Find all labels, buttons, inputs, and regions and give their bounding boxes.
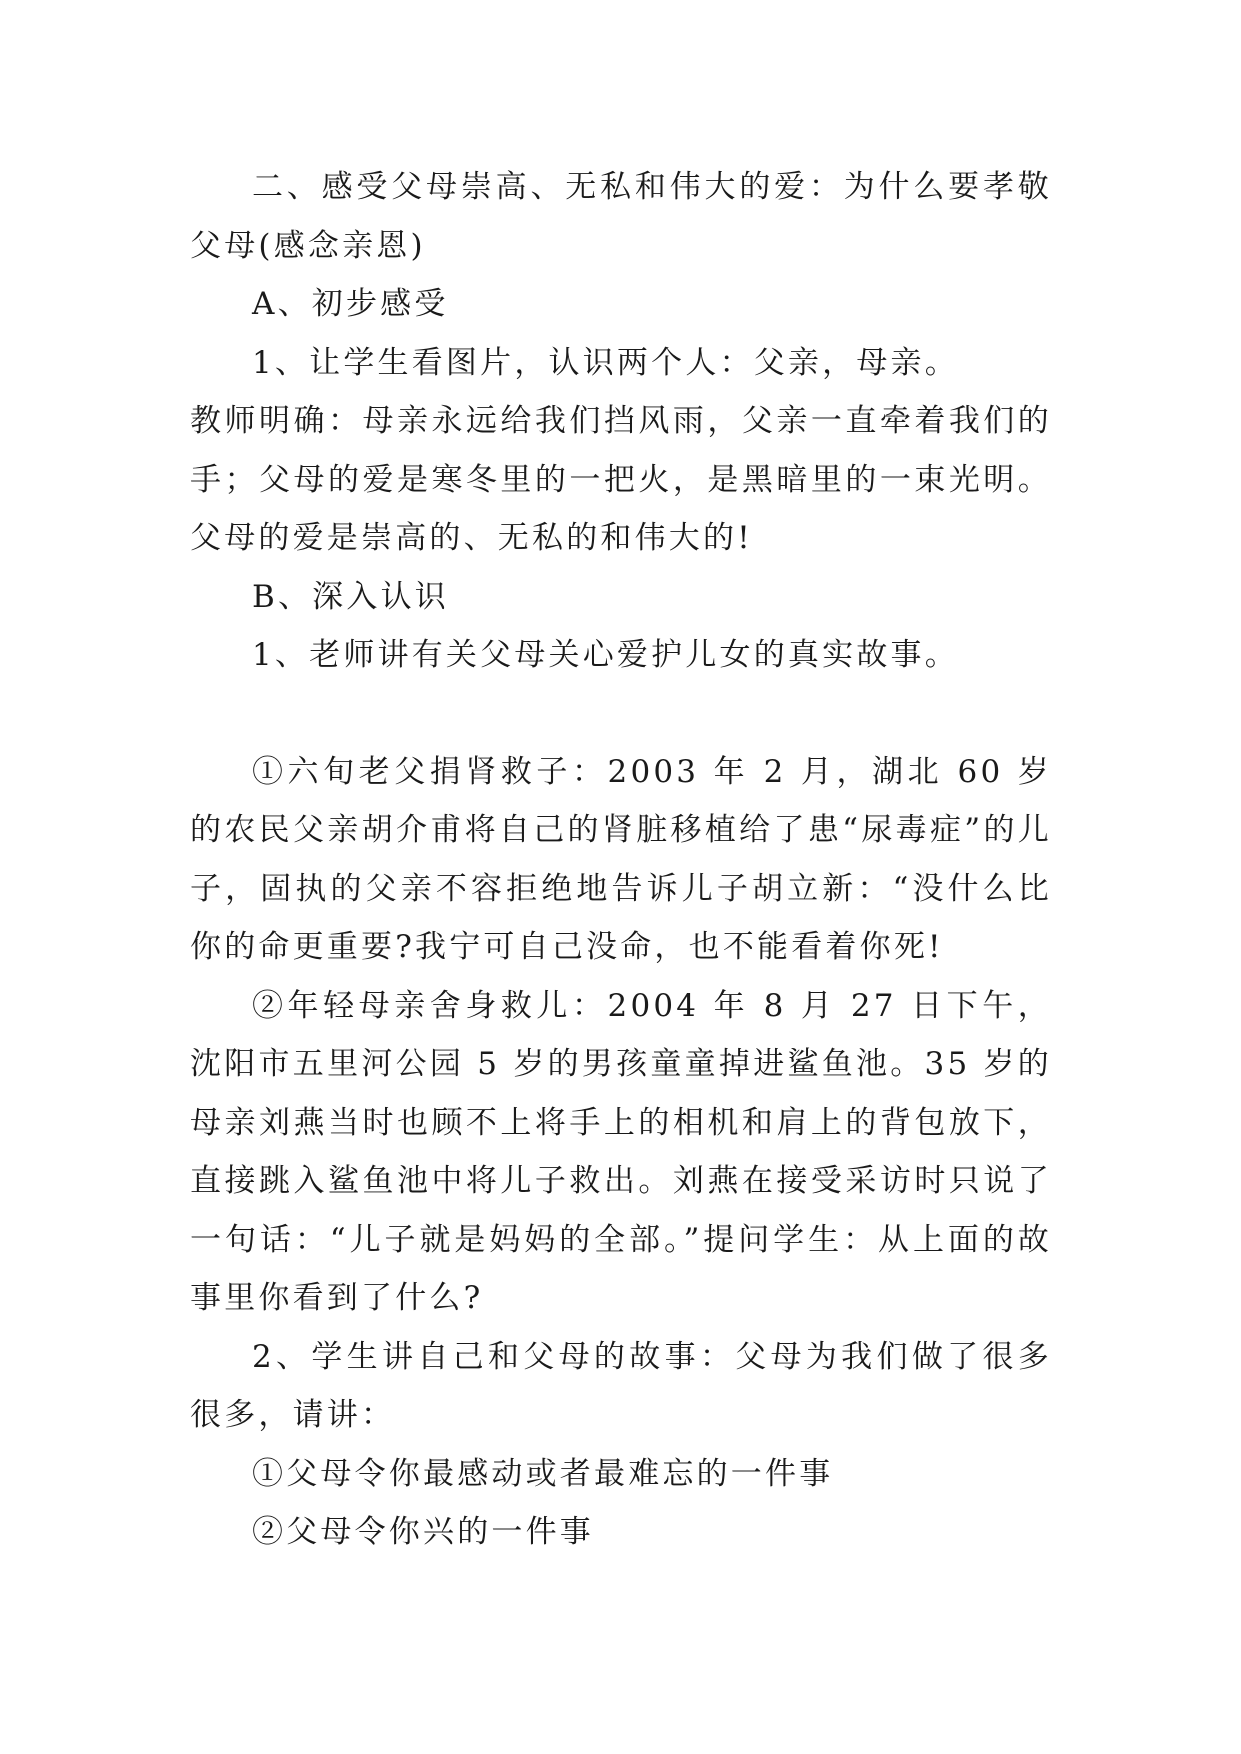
list-item-a1: 1、让学生看图片，认识两个人：父亲，母亲。 (252, 344, 959, 381)
subheading-b: B、深入认识 (252, 578, 449, 615)
document-body (190, 158, 1052, 1562)
section-heading: 二、感受父母崇高、无私和伟大的爱：为什么要孝敬父母(感念亲恩) (190, 169, 1052, 264)
paragraph-spacer (190, 685, 1052, 743)
subheading-a: A、初步感受 (252, 286, 449, 322)
list-item-b1: 1、老师讲有关父母关心爱护儿女的真实故事。 (252, 637, 959, 673)
prompt-item-1: ①父母令你最感动或者最难忘的一件事 (252, 1455, 834, 1492)
teacher-statement-paragraph: 教师明确：母亲永远给我们挡风雨，父亲一直牵着我们的手；父母的爱是寒冬里的一把火，是黑暗里的一束光明。父母的爱是崇高的、无私的和伟大的! (190, 403, 1052, 556)
story-paragraph-1: ①六旬老父捐肾救子：2003 年 2 月，湖北 60 岁的农民父亲胡介甫将自己的肾脏移植给了患“尿毒症”的儿子，固执的父亲不容拒绝地告诉儿子胡立新：“没什么比你的命更重要?我宁可自己没命，也不能看着你死! (190, 753, 1052, 965)
list-item-b2: 2、学生讲自己和父母的故事：父母为我们做了很多很多，请讲： (190, 1338, 1052, 1433)
prompt-item-2: ②父母令你兴的一件事 (252, 1514, 594, 1550)
story-paragraph-2: ②年轻母亲舍身救儿：2004 年 8 月 27 日下午，沈阳市五里河公园 5 岁的男孩童童掉进鲨鱼池。35 岁的母亲刘燕当时也顾不上将手上的相机和肩上的背包放下，直接跳入鲨鱼池中将儿子救出。刘燕在接受采访时只说了一句话：“儿子就是妈妈的全部。”提问学生：从上面的故事里你看到了什么? (190, 987, 1052, 1316)
